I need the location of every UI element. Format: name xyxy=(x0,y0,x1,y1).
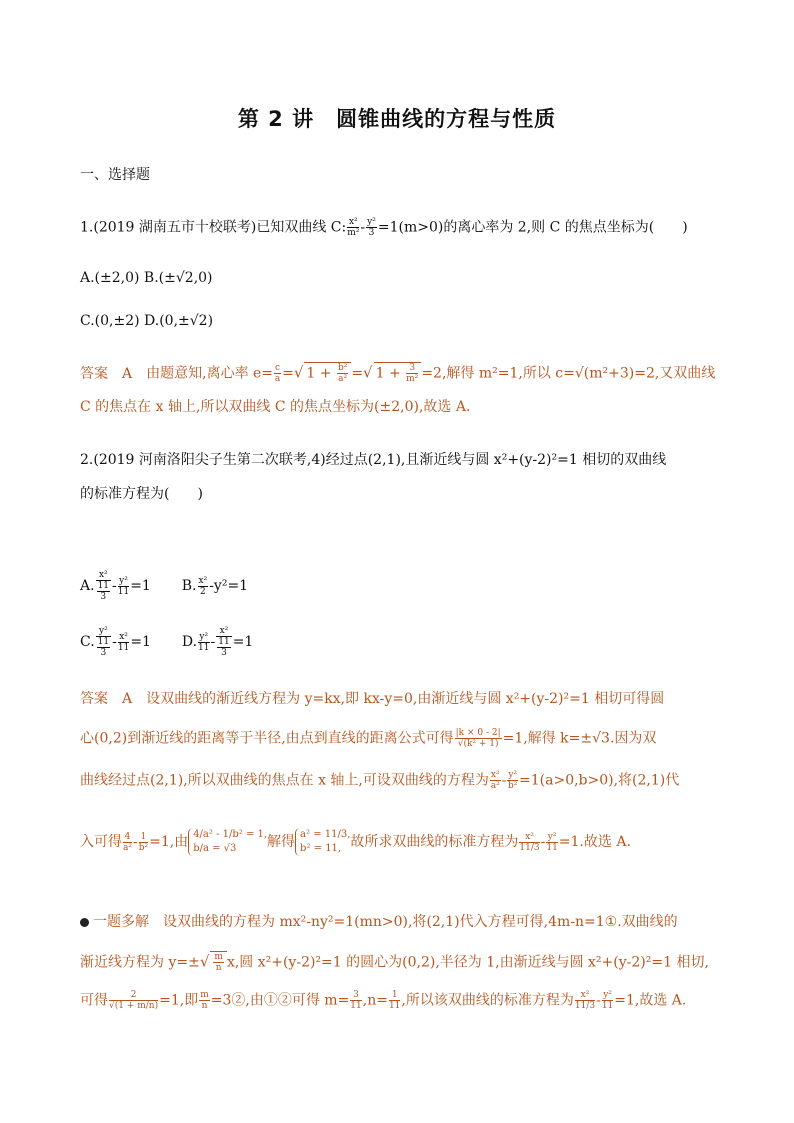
multi-solution-text-3e: ,所以该双曲线的标准方程为 xyxy=(401,992,574,1009)
option-label-a: A. xyxy=(80,578,95,594)
q2-answer-text-2a: 心(0,2)到渐近线的距离等于半径,由点到直线的距离公式可得 xyxy=(80,730,454,747)
option-label-c: C. xyxy=(80,634,95,650)
option-label-b: B. xyxy=(181,578,197,594)
multi-solution-text-3a: 可得 xyxy=(80,992,108,1009)
fraction: $\frac{|k \times 0 - 2|}{\text{√(k² + 1)}}$ xyxy=(455,728,501,749)
q2-answer-text-3b: =1(a>0,b>0),将(2,1)代 xyxy=(519,772,680,789)
q2-answer-text-4a: 入可得 xyxy=(80,834,122,850)
fraction: $\frac{\text{y²}}{11}$ xyxy=(117,575,130,597)
fraction: $\frac{\text{x²}}{2}$ xyxy=(198,575,208,597)
fraction: $\frac{2}{√(1 + m/n)}$ xyxy=(109,990,159,1011)
q2-answer-text-3a: 曲线经过点(2,1),所以双曲线的焦点在 x 轴上,可设双曲线的方程为 xyxy=(80,772,489,789)
multi-solution-text-2a: 渐近线方程为 y=± xyxy=(80,954,200,971)
option-label-d: D. xyxy=(181,634,198,650)
q2-answer-text-4e: =1.故选 A. xyxy=(558,834,631,850)
fraction: y² 11 3 xyxy=(97,626,110,658)
page-title: 第 2 讲 圆锥曲线的方程与性质 xyxy=(237,107,557,131)
answer-tag: 答案 A xyxy=(80,691,133,707)
multi-solution-text-3b: =1,即 xyxy=(159,992,199,1009)
fraction: $\frac{c}{a}$ xyxy=(274,363,281,384)
equation-system: 4/a² - 1/b² = 1, b/a = √3 xyxy=(188,828,267,856)
fraction: $\frac{\text{y²}}{11}$ xyxy=(198,631,210,653)
fraction: $\frac{\text{y²}}{\text{b²}}$ xyxy=(507,770,518,791)
q1-options-cd: C.(0,±2) D.(0,±√2) xyxy=(80,313,214,329)
fraction: $\frac{\text{y²}}{11}$ xyxy=(601,990,614,1011)
sqrt: 1 + $\frac{\text{b²}}{\text{a²}}$ xyxy=(304,362,351,384)
q2-answer-line-2 xyxy=(80,728,656,749)
fraction: $\frac{\text{x²}}{11/3}$ xyxy=(574,990,596,1011)
q1-answer-line-1: 答案 A 由题意知,离心率 e= $\frac{c}{a}$ =√ 1 + $\frac{\text{b²}}{\text{a²}}$ =√ 1 + $\frac{3}{\text{m²}}$ =2,解得 m²=1,所以 c=√(m²+3)=2,又双曲线 xyxy=(80,363,716,384)
q1-stem-end: =1(m>0)的离心率为 2,则 C 的焦点坐标为( ) xyxy=(377,219,688,236)
fraction: $\frac{\text{x²}}{\text{a²}}$ xyxy=(490,770,500,791)
fraction: $\frac{\text{y²}}{11}$ xyxy=(546,831,558,853)
q1-answer-text-a: 由题意知,离心率 e= xyxy=(146,365,274,382)
q1-options-ab: A.(±2,0) B.(±√2,0) xyxy=(80,270,213,286)
fraction: $\frac{1}{\text{b²}}$ xyxy=(138,831,149,853)
multi-solution-text-2b: x,圆 x²+(y-2)²=1 的圆心为(0,2),半径为 1,由渐近线与圆 x²+(y-2)²=1 相切, xyxy=(226,954,709,971)
question-2-stem-line-2: 的标准方程为( ) xyxy=(80,486,203,502)
q1-stem-start: 1.(2019 湖南五市十校联考)已知双曲线 C: xyxy=(80,219,347,236)
fraction: $\frac{4}{\text{a²}}$ xyxy=(123,831,132,853)
fraction: $\frac{\text{x²}}{11}$ xyxy=(117,631,130,653)
q2-answer-line-4: 入可得 $\frac{4}{\text{a²}}$ - $\frac{1}{\text{b²}}$ =1,由 4/a² - 1/b² = 1, b/a = √3 解得 a² = 11/3, b² = 11, 故所求双曲线的标准方程为 $\frac{\text{x²}}{11/3}$ - $\frac{\text{y²}}{11}$ =1.故选 A. xyxy=(80,829,631,854)
q2-answer-line-1 xyxy=(80,689,664,709)
q2-answer-text-1: 设双曲线的渐近线方程为 y=kx,即 kx-y=0,由渐近线与圆 x²+(y-2)²=1 相切可得圆 xyxy=(146,691,665,707)
lightbulb-icon xyxy=(80,918,89,927)
equation-system: a² = 11/3, b² = 11, xyxy=(295,828,350,856)
multi-solution-line-3: 可得 $\frac{2}{√(1 + m/n)}$ =1,即 $\frac{m}{n}$ =3②,由①②可得 m= $\frac{3}{11}$ ,n= $\frac{1}{11}$ ,所以该双曲线的标准方程为 $\frac{\text{x²}}{11/3}$ - $\frac{\text{y²}}{11}$ =1,故选 A. xyxy=(80,990,687,1011)
q1-answer-text-b: =2,解得 m²=1,所以 c=√(m²+3)=2,又双曲线 xyxy=(421,365,716,382)
fraction: $\frac{\text{y²}}{3}$ xyxy=(367,217,376,238)
multi-solution-line-2: 渐近线方程为 y=±√ $\frac{m}{n}$ x,圆 x²+(y-2)²=1 的圆心为(0,2),半径为 1,由渐近线与圆 x²+(y-2)²=1 相切, xyxy=(80,952,709,973)
multi-solution-text-3f: =1,故选 A. xyxy=(614,992,687,1009)
q2-answer-text-4d: 故所求双曲线的标准方程为 xyxy=(350,834,519,850)
q2-answer-text-4c: 解得 xyxy=(267,834,296,850)
fraction: $\frac{m}{n}$ xyxy=(200,990,209,1011)
multi-solution-line-1 xyxy=(80,912,678,932)
answer-tag: 答案 A xyxy=(80,365,133,382)
q2-options-cd: C. y² 11 3 - $\frac{\text{x²}}{11}$ =1 D. $\frac{\text{y²}}{11}$ - x² 11 3 =1 xyxy=(80,626,254,658)
q2-options-ab: A. x² 11 3 - $\frac{\text{y²}}{11}$ =1 B. $\frac{\text{x²}}{2}$ -y²=1 xyxy=(80,570,249,602)
multi-solution-text-3d: ,n= xyxy=(362,992,388,1009)
section-heading: 一、选择题 xyxy=(80,167,150,183)
fraction: $\frac{\text{x²}}{11/3}$ xyxy=(519,831,540,853)
fraction: $\frac{1}{11}$ xyxy=(388,990,401,1011)
fraction: $\frac{\text{x²}}{\text{m²}}$ xyxy=(347,217,360,238)
sqrt: 1 + $\frac{3}{\text{m²}}$ xyxy=(374,362,422,384)
fraction: $\frac{3}{11}$ xyxy=(350,990,362,1011)
multi-solution-tag: 一题多解 xyxy=(93,914,149,930)
multi-solution-text-3c: =3②,由①②可得 m= xyxy=(210,992,350,1009)
question-2-stem-line-1: 2.(2019 河南洛阳尖子生第二次联考,4)经过点(2,1),且渐近线与圆 x²+(y-2)²=1 相切的双曲线 xyxy=(80,452,667,468)
sqrt: $\frac{m}{n}$ xyxy=(210,951,227,973)
multi-solution-text-1: 设双曲线的方程为 mx²-ny²=1(mn>0),将(2,1)代入方程可得,4m-n=1①.双曲线的 xyxy=(163,914,678,930)
q2-answer-text-4b: =1,由 xyxy=(149,834,189,850)
question-1-stem: 1.(2019 湖南五市十校联考)已知双曲线 C: $\frac{\text{x²}}{\text{m²}}$ - $\frac{\text{y²}}{3}$ =1(m>0)的离心率为 2,则 C 的焦点坐标为( ) xyxy=(80,217,688,238)
q1-answer-line-2: C 的焦点在 x 轴上,所以双曲线 C 的焦点坐标为(±2,0),故选 A. xyxy=(80,399,471,415)
fraction: x² 11 3 xyxy=(97,570,110,602)
q2-answer-line-3: 曲线经过点(2,1),所以双曲线的焦点在 x 轴上,可设双曲线的方程为 $\frac{\text{x²}}{\text{a²}}$ - $\frac{\text{y²}}{\text{b²}}$ =1(a>0,b>0),将(2,1)代 xyxy=(80,770,680,791)
fraction: x² 11 3 xyxy=(218,626,230,658)
q2-answer-text-2b: =1,解得 k=±√3.因为双 xyxy=(502,730,657,747)
